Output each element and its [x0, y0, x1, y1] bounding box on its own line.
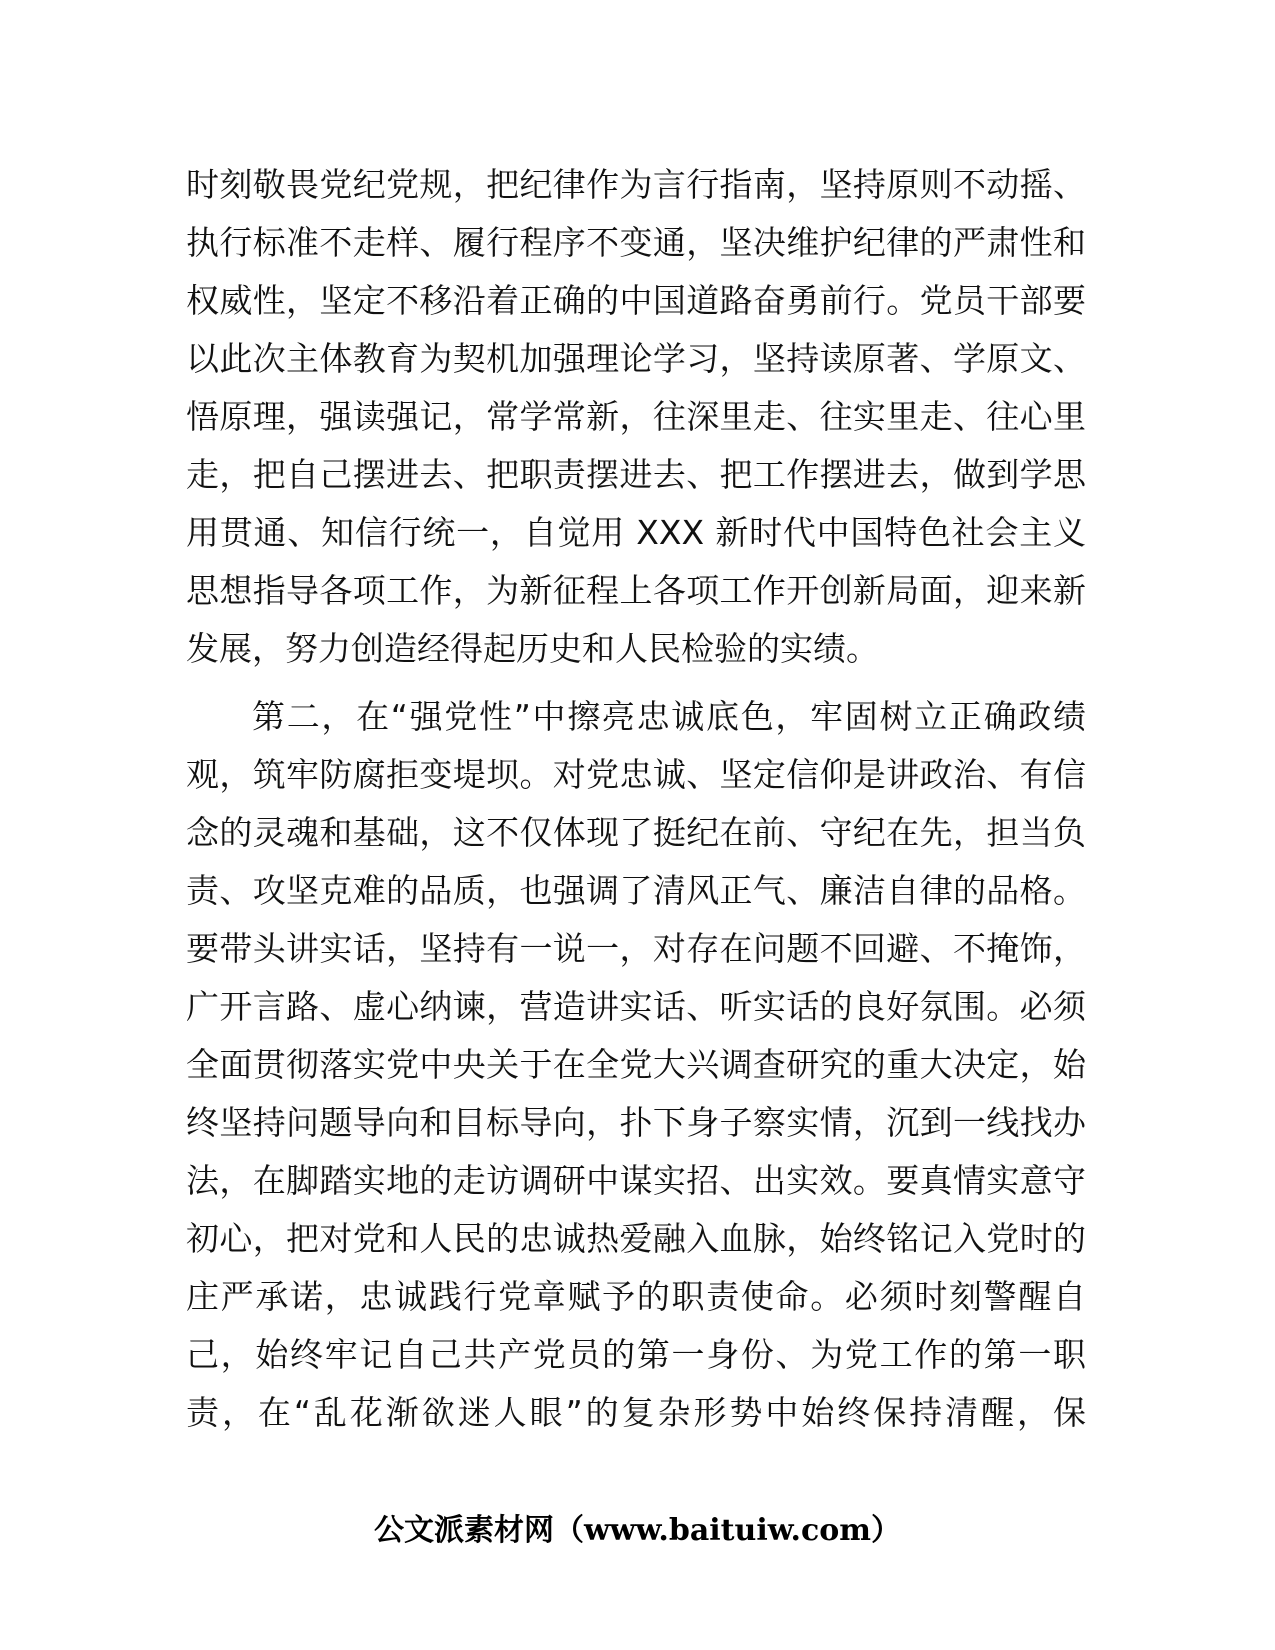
text-line: 终坚持问题导向和目标导向，扑下身子察实情，沉到一线找办	[186, 1103, 1086, 1142]
text-line: 要带头讲实话，坚持有一说一，对存在问题不回避、不掩饰，	[186, 929, 1086, 968]
text-line: 悟原理，强读强记，常学常新，往深里走、往实里走、往心里	[186, 397, 1086, 436]
text-line: 责，在“乱花渐欲迷人眼”的复杂形势中始终保持清醒，保	[186, 1393, 1086, 1432]
text-line: 初心，把对党和人民的忠诚热爱融入血脉，始终铭记入党时的	[186, 1219, 1086, 1258]
paragraph-2	[186, 688, 1086, 1442]
text-line: 广开言路、虚心纳谏，营造讲实话、听实话的良好氛围。必须	[186, 987, 1086, 1026]
body-text	[186, 156, 1086, 1442]
text-line: 发展，努力创造经得起历史和人民检验的实绩。	[186, 629, 879, 668]
text-line: 第二，在“强党性”中擦亮忠诚底色，牢固树立正确政绩	[252, 697, 1086, 736]
text-line: 庄严承诺，忠诚践行党章赋予的职责使命。必须时刻警醒自	[186, 1277, 1086, 1316]
text-line: 权威性，坚定不移沿着正确的中国道路奋勇前行。党员干部要	[186, 281, 1086, 320]
text-line: 以此次主体教育为契机加强理论学习，坚持读原著、学原文、	[186, 339, 1086, 378]
paragraph-spacer	[186, 678, 1086, 688]
footer-watermark: 公文派素材网（www.baituiw.com）	[373, 1513, 902, 1548]
text-line: 法，在脚踏实地的走访调研中谋实招、出实效。要真情实意守	[186, 1161, 1086, 1200]
paragraph-1	[186, 156, 1086, 678]
text-line: 全面贯彻落实党中央关于在全党大兴调查研究的重大决定，始	[186, 1045, 1086, 1084]
text-line: 走，把自己摆进去、把职责摆进去、把工作摆进去，做到学思	[186, 455, 1086, 494]
text-line: 时刻敬畏党纪党规，把纪律作为言行指南，坚持原则不动摇、	[186, 165, 1086, 204]
text-line: 责、攻坚克难的品质，也强调了清风正气、廉洁自律的品格。	[186, 871, 1086, 910]
text-line: 思想指导各项工作，为新征程上各项工作开创新局面，迎来新	[186, 571, 1086, 610]
text-line: 念的灵魂和基础，这不仅体现了挺纪在前、守纪在先，担当负	[186, 813, 1086, 852]
text-line: 己，始终牢记自己共产党员的第一身份、为党工作的第一职	[186, 1335, 1086, 1374]
text-line: 观，筑牢防腐拒变堤坝。对党忠诚、坚定信仰是讲政治、有信	[186, 755, 1086, 794]
text-line: 执行标准不走样、履行程序不变通，坚决维护纪律的严肃性和	[186, 223, 1086, 262]
text-line: 用贯通、知信行统一，自觉用 XXX 新时代中国特色社会主义	[186, 513, 1086, 552]
